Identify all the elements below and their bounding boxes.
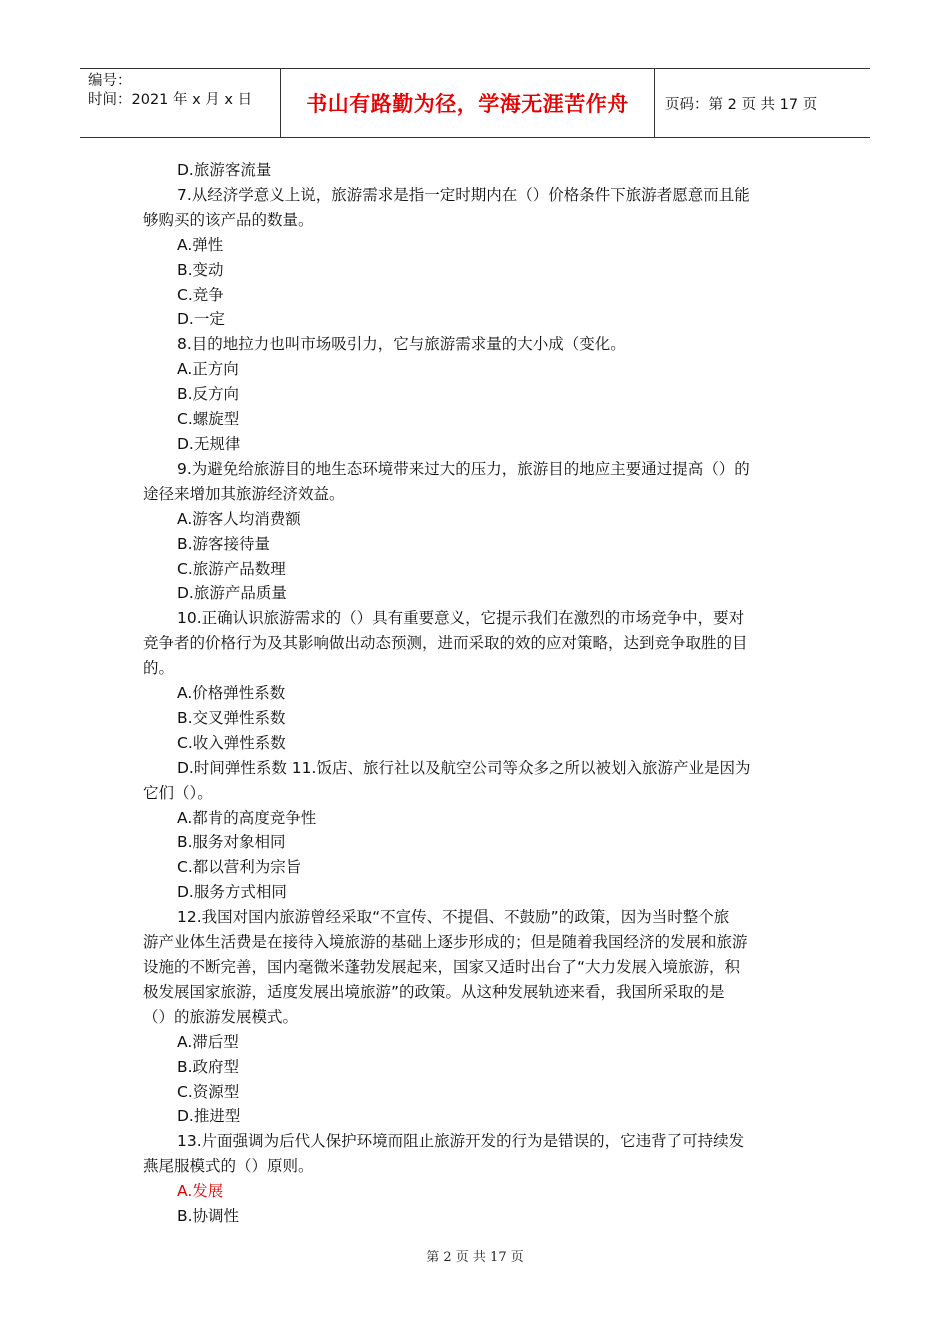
option: C.资源型	[177, 1082, 240, 1101]
option: B.交叉弹性系数	[177, 708, 286, 727]
text-line: 游产业体生活费是在接待入境旅游的基础上逐步形成的；但是随着我国经济的发展和旅游	[143, 933, 748, 952]
option: B.服务对象相同	[177, 833, 286, 852]
question-8: 8.目的地拉力也叫市场吸引力，它与旅游需求量的大小成（变化。	[177, 335, 626, 354]
text-line: 它们（）。	[143, 783, 213, 802]
option: A.价格弹性系数	[177, 684, 286, 703]
header-page-code: 页码：第 2 页 共 17 页	[665, 96, 818, 113]
option: B.协调性	[177, 1207, 240, 1226]
option: A.游客人均消费额	[177, 509, 301, 528]
text-line: D.旅游客流量	[177, 161, 272, 179]
document-date: 时间：2021 年 x 月 x 日	[88, 92, 253, 108]
page-header	[80, 68, 870, 138]
option: C.收入弹性系数	[177, 733, 286, 752]
question-13: 13.片面强调为后代人保护环境而阻止旅游开发的行为是错误的，它违背了可持续发	[177, 1132, 745, 1151]
header-meta	[80, 69, 281, 137]
option: B.反方向	[177, 385, 240, 404]
option: B.变动	[177, 260, 224, 279]
option: B.游客接待量	[177, 534, 271, 553]
option: A.弹性	[177, 235, 224, 254]
text-line: （）的旅游发展模式。	[143, 1007, 299, 1026]
option: B.政府型	[177, 1057, 240, 1076]
text-line: 燕尾服模式的（）原则。	[143, 1157, 314, 1176]
question-12: 12.我国对国内旅游曾经采取“不宣传、不提倡、不鼓励”的政策，因为当时整个旅	[177, 908, 730, 927]
text-line: 竞争者的价格行为及其影响做出动态预测，进而采取的效的应对策略，达到竞争取胜的目	[143, 634, 748, 653]
option: A.正方向	[177, 360, 239, 379]
question-10: 10.正确认识旅游需求的（）具有重要意义，它提示我们在激烈的市场竞争中，要对	[177, 609, 745, 628]
page-footer: 第 2 页 共 17 页	[426, 1250, 524, 1265]
option-and-question-11: D.时间弹性系数 11.饭店、旅行社以及航空公司等众多之所以被划入旅游产业是因为	[177, 758, 751, 777]
question-7: 7.从经济学意义上说，旅游需求是指一定时期内在（）价格条件下旅游者愿意而且能	[177, 185, 750, 204]
motto: 书山有路勤为径，学海无涯苦作舟	[306, 91, 629, 116]
text-line: 途径来增加其旅游经济效益。	[143, 484, 345, 503]
option: D.无规律	[177, 434, 241, 453]
option: C.都以营利为宗旨	[177, 858, 302, 877]
document-body	[143, 158, 808, 1229]
document-number: 编号：	[88, 73, 132, 89]
option: D.推进型	[177, 1107, 241, 1126]
header-motto-cell	[281, 69, 655, 137]
option: D.一定	[177, 310, 225, 329]
option: D.旅游产品质量	[177, 584, 287, 603]
option: C.旅游产品数理	[177, 559, 286, 578]
highlighted-answer: A.发展	[177, 1182, 224, 1201]
text-line: 极发展国家旅游，适度发展出境旅游”的政策。从这种发展轨迹来看，我国所采取的是	[143, 982, 725, 1001]
option: A.都肯的高度竞争性	[177, 808, 317, 827]
option: C.竞争	[177, 285, 224, 304]
text-line: 够购买的该产品的数量。	[143, 210, 314, 229]
text-line: 设施的不断完善，国内毫微米蓬勃发展起来，国家又适时出台了“大力发展入境旅游，积	[143, 958, 741, 976]
option: D.服务方式相同	[177, 883, 287, 902]
question-9: 9.为避免给旅游目的地生态环境带来过大的压力，旅游目的地应主要通过提高（）的	[177, 459, 750, 478]
text-line: 的。	[143, 659, 175, 678]
option: C.螺旋型	[177, 410, 240, 429]
option: A.滞后型	[177, 1032, 239, 1051]
